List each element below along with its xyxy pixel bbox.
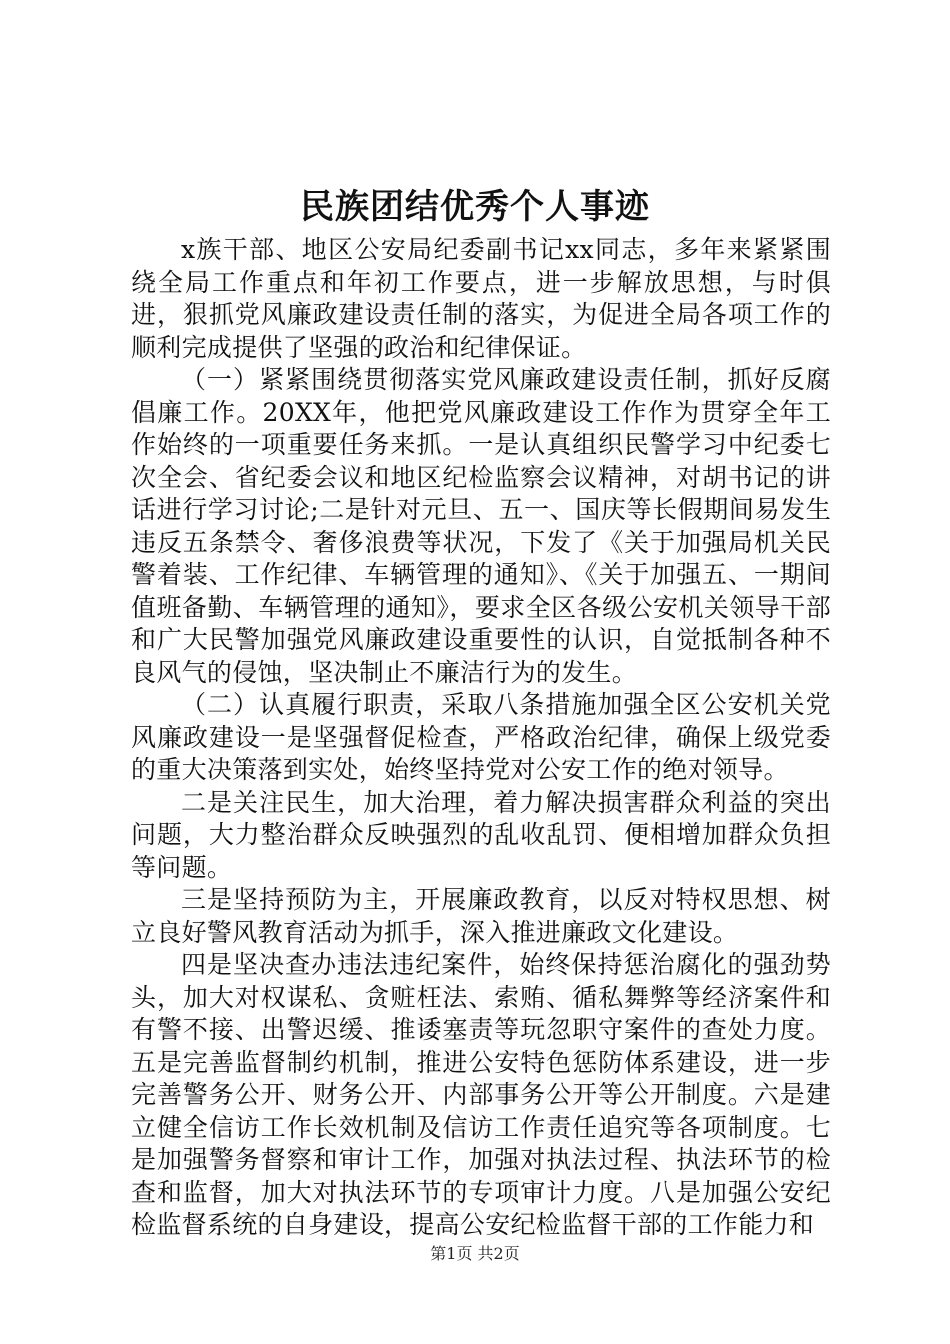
paragraph-point-2: 二是关注民生，加大治理，着力解决损害群众利益的突出问题，大力整治群众反映强烈的乱收乱罚、便相增加群众负担等问题。: [131, 787, 831, 882]
paragraph-intro: x族干部、地区公安局纪委副书记xx同志，多年来紧紧围绕全局工作重点和年初工作要点，进一步解放思想，与时俱进，狠抓党风廉政建设责任制的落实，为促进全局各项工作的顺利完成提供了坚强的政治和纪律保证。: [131, 235, 831, 362]
document-body: [131, 234, 831, 1242]
paragraph-point-3: 三是坚持预防为主，开展廉政教育，以反对特权思想、树立良好警风教育活动为抓手，深入推进廉政文化建设。: [131, 885, 831, 947]
paragraph-section-1: （一）紧紧围绕贯彻落实党风廉政建设责任制，抓好反腐倡廉工作。20XX年，他把党风廉政建设工作作为贯穿全年工作始终的一项重要任务来抓。一是认真组织民警学习中纪委七次全会、省纪委会议和地区纪检监察会议精神，对胡书记的讲话进行学习讨论;二是针对元旦、五一、国庆等长假期间易发生违反五条禁令、奢侈浪费等状况，下发了《关于加强局机关民警着装、工作纪律、车辆管理的通知》、《关于加强五、一期间值班备勤、车辆管理的通知》，要求全区各级公安机关领导干部和广大民警加强党风廉政建设重要性的认识，自觉抵制各种不良风气的侵蚀，坚决制止不廉洁行为的发生。: [131, 365, 831, 687]
paragraph-section-2: （二）认真履行职责，采取八条措施加强全区公安机关党风廉政建设一是坚强督促检查，严格政治纪律，确保上级党委的重大决策落到实处，始终坚持党对公安工作的绝对领导。: [131, 690, 831, 784]
page-number-footer: 第1页 共2页: [430, 1244, 520, 1263]
paragraph-point-4-8: 四是坚决查办违法违纪案件，始终保持惩治腐化的强劲势头，加大对权谋私、贪赃枉法、索贿、循私舞弊等经济案件和有警不接、出警迟缓、推诿塞责等玩忽职守案件的查处力度。五是完善监督制约机制，推进公安特色惩防体系建设，进一步完善警务公开、财务公开、内部事务公开等公开制度。六是建立健全信访工作长效机制及信访工作责任追究等各项制度。七是加强警务督察和审计工作，加强对执法过程、执法环节的检查和监督，加大对执法环节的专项审计力度。八是加强公安纪检监督系统的自身建设，提高公安纪检监督干部的工作能力和: [131, 950, 831, 1239]
document-title: 民族团结优秀个人事迹: [300, 187, 650, 227]
